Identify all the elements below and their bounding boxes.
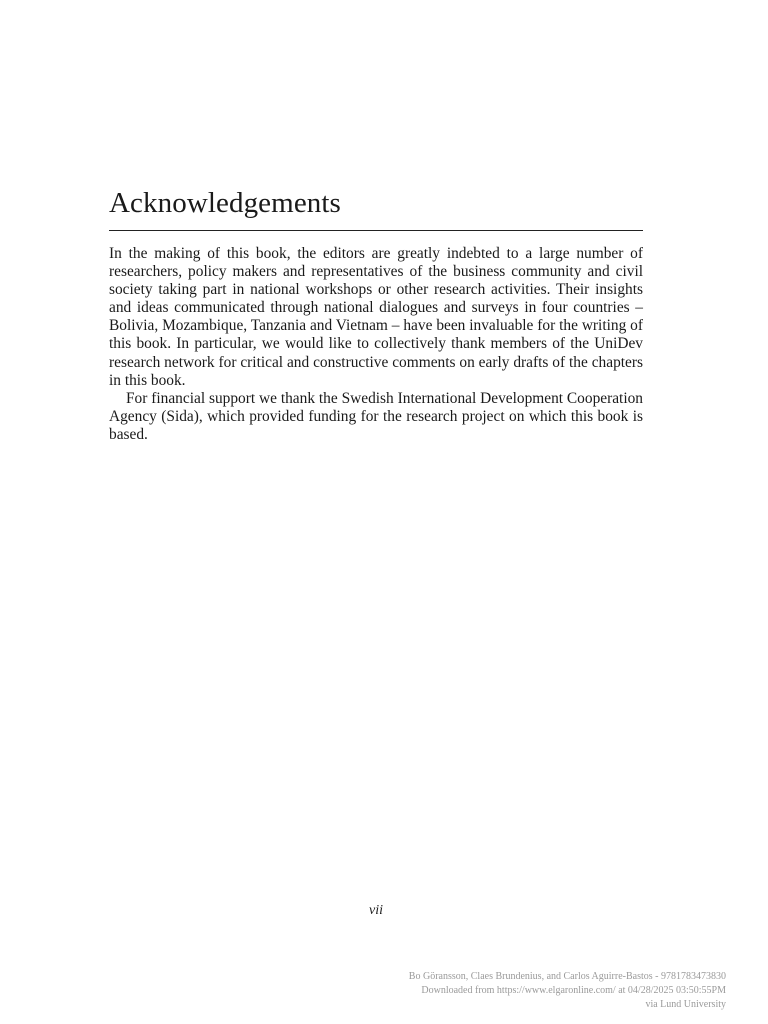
watermark-line-3: via Lund University bbox=[645, 999, 726, 1010]
paragraph-1: In the making of this book, the editors are greatly indebted to a large number of researchers, policy makers and representatives of the business community and civil society taking part in national workshops or other research activities. Their insights and ideas communicated through national dialogues and surveys in four countries – Bolivia, Mozambique, Tanzania and Vietnam – have been invaluable for the writing of this book. In particular, we would like to collectively thank members of the UniDev research network for critical and constructive comments on early drafts of the chapters in this book. bbox=[109, 245, 643, 389]
body-text bbox=[109, 245, 643, 444]
watermark-line-2: Downloaded from https://www.elgaronline.com/ at 04/28/2025 03:50:55PM bbox=[421, 985, 726, 996]
download-watermark bbox=[409, 970, 726, 1012]
page-heading: Acknowledgements bbox=[109, 187, 341, 219]
watermark-line-1: Bo Göransson, Claes Brundenius, and Carlos Aguirre-Bastos - 9781783473830 bbox=[408, 971, 726, 982]
page-number: vii bbox=[369, 903, 383, 918]
heading-rule bbox=[109, 230, 643, 231]
paragraph-2: For financial support we thank the Swedish International Development Cooperation Agency (Sida), which provided funding for the research project on which this book is based. bbox=[109, 389, 643, 443]
